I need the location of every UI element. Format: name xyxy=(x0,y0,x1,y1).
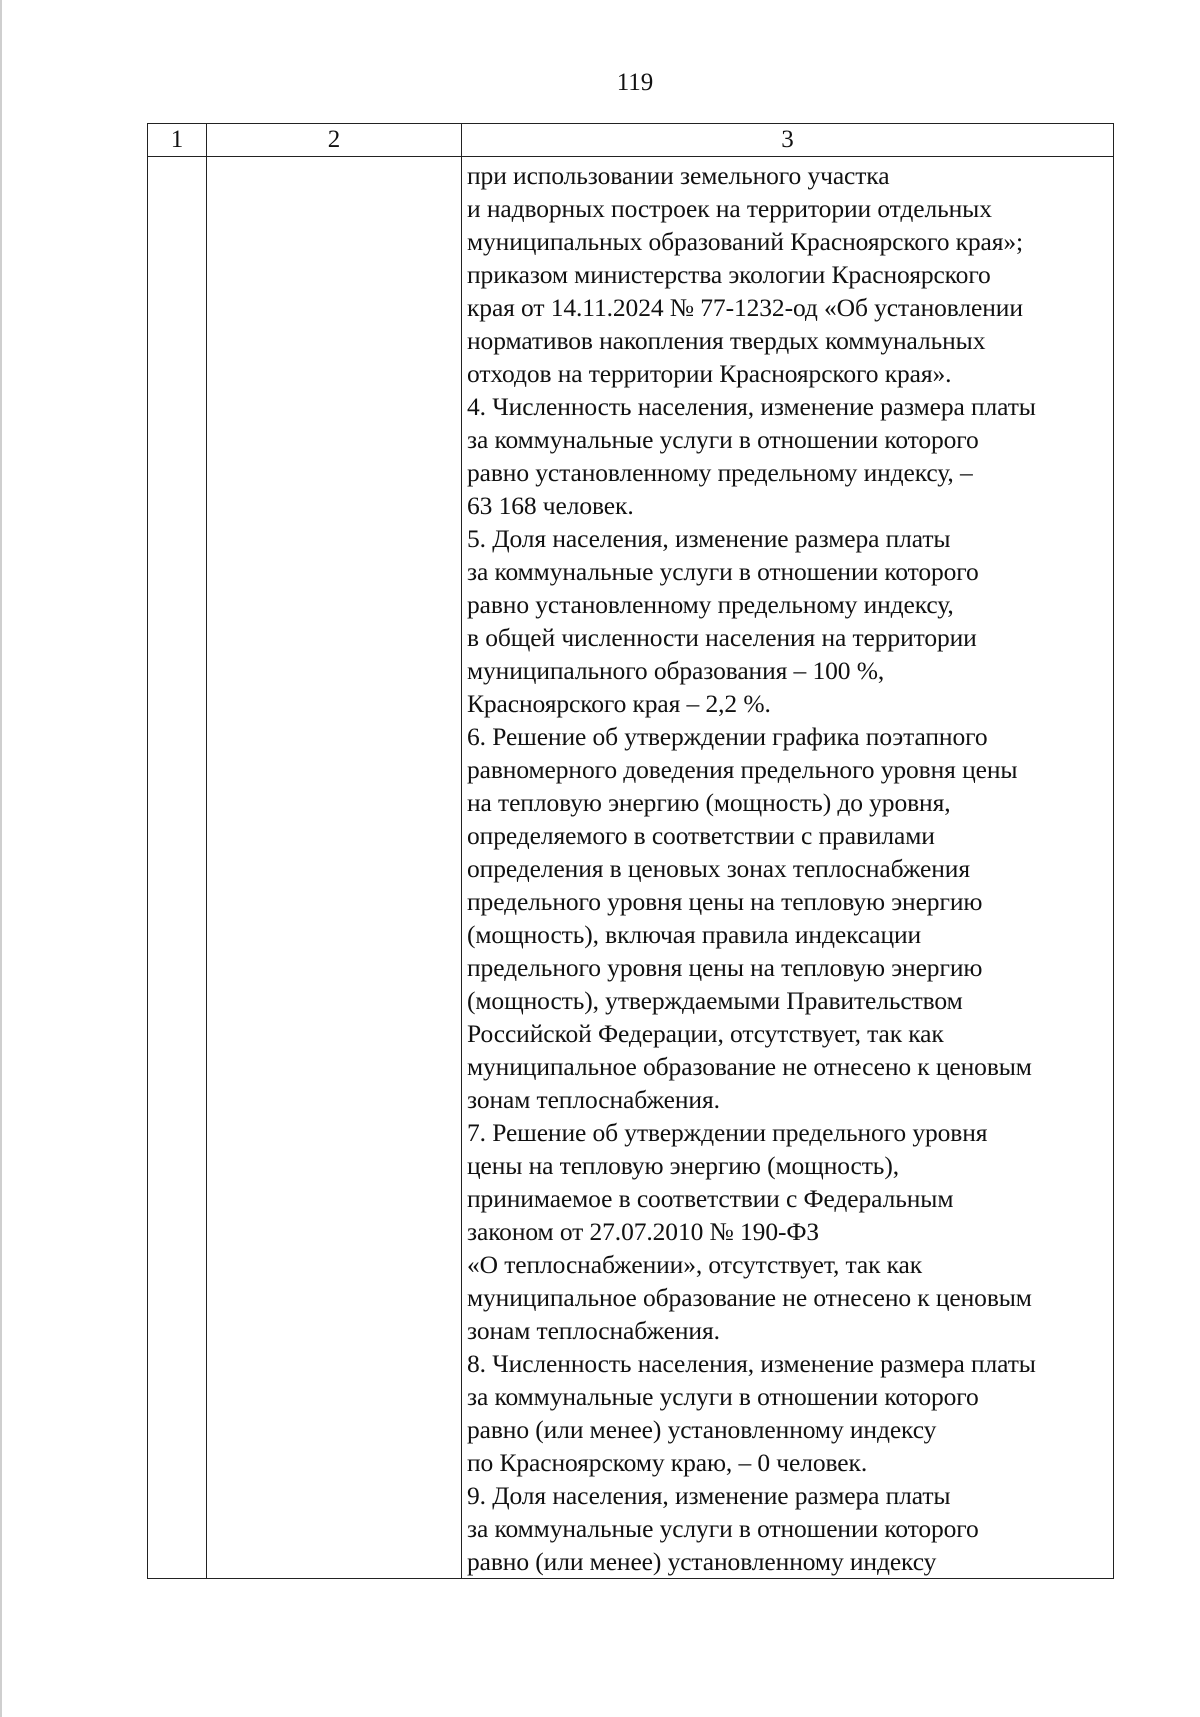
page-number: 119 xyxy=(616,69,654,96)
cell-text-col2 xyxy=(207,157,461,159)
document-table xyxy=(147,123,1114,1579)
cell-text-col3: при использовании земельного участка и надворных построек на территории отдельных муниципальных образований Красноярского края»; приказом министерства экологии Красноярского края от 14.11.2024 № 77-1232-од «Об установлении нормативов накопления твердых коммунальных отходов на территории Красноярского края». 4. Численность населения, изменение размера платы за коммунальные услуги в отношении которого равно установленному предельному индексу, – 63 168 человек. 5. Доля населения, изменение размера платы за коммунальные услуги в отношении которого равно установленному предельному индексу, в общей численности населения на территории муниципального образования – 100 %, Красноярского края – 2,2 %. 6. Решение об утверждении графика поэтапного равномерного доведения предельного уровня цены на тепловую энергию (мощность) до уровня, определяемого в соответствии с правилами определения в ценовых зонах теплоснабжения предельного уровня цены на тепловую энергию (мощность), включая правила индексации предельного уровня цены на тепловую энергию (мощность), утверждаемыми Правительством Российской Федерации, отсутствует, так как муниципальное образование не отнесено к ценовым зонам теплоснабжения. 7. Решение об утверждении предельного уровня цены на тепловую энергию (мощность), принимаемое в соответствии с Федеральным законом от 27.07.2010 № 190-ФЗ «О теплоснабжении», отсутствует, так как муниципальное образование не отнесено к ценовым зонам теплоснабжения. 8. Численность населения, изменение размера платы за коммунальные услуги в отношении которого равно (или менее) установленному индексу по Красноярскому краю, – 0 человек. 9. Доля населения, изменение размера платы за коммунальные услуги в отношении которого равно (или менее) установленному индексу xyxy=(467,161,1036,1576)
cell-text-col1 xyxy=(148,157,206,159)
table-row xyxy=(148,157,1114,1579)
table-cell-col1 xyxy=(148,157,207,1579)
table-cell-col2 xyxy=(207,157,462,1579)
column-header-1: 1 xyxy=(148,124,207,157)
table-header-row xyxy=(148,124,1114,157)
column-header-3: 3 xyxy=(462,124,1114,157)
column-header-2: 2 xyxy=(207,124,462,157)
scan-edge xyxy=(0,0,2,1717)
table-cell-col3 xyxy=(462,157,1114,1579)
